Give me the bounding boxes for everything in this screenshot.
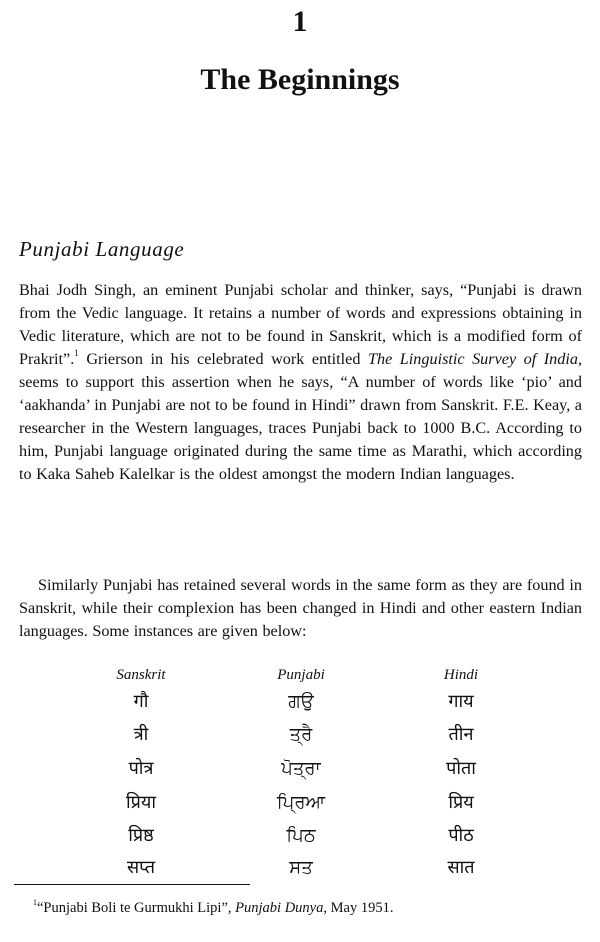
book-title: The Linguistic Survey of India: [367, 350, 578, 368]
footnote-ref-1: 1: [74, 348, 79, 358]
footnote-text-b: , May 1951.: [323, 900, 394, 916]
sanskrit-word: पोत्र: [128, 758, 154, 779]
table-header: [0, 664, 600, 686]
hindi-word: प्रिय: [448, 792, 474, 813]
table-row: [0, 719, 600, 750]
table-row: [0, 753, 600, 784]
hindi-word: पीठ: [448, 825, 474, 846]
hindi-word: तीन: [448, 724, 474, 745]
footnote-marker: 1: [33, 898, 37, 907]
punjabi-word: ਪੋਤ੍ਰਾ: [281, 758, 321, 779]
sanskrit-word: गौ: [133, 691, 149, 712]
footnote-text-a: “Punjabi Boli te Gurmukhi Lipi”,: [37, 900, 236, 916]
header-punjabi: Punjabi: [277, 667, 325, 683]
hindi-word: पोता: [446, 758, 476, 779]
paragraph-1-text-a: Bhai Jodh Singh, an eminent Punjabi scholar and thinker, says, “Punjabi is drawn from the Vedic language. It retains a number of words and expressions obtaining in Vedic literature, which are not to be found in Sanskrit, which is a modified form of Prakrit”.: [19, 281, 582, 368]
paragraph-1: [19, 279, 582, 486]
hindi-word: सात: [447, 857, 475, 878]
footnote-source: Punjabi Dunya: [235, 900, 324, 916]
footnote-divider: [14, 884, 250, 885]
punjabi-word: ਗਉ: [288, 691, 314, 712]
table-row: [0, 787, 600, 818]
footnote: [33, 898, 593, 918]
punjabi-word: ਪਿਠ: [286, 825, 316, 846]
section-heading: Punjabi Language: [19, 237, 185, 261]
sanskrit-word: सप्त: [127, 857, 155, 878]
sanskrit-word: प्रिया: [125, 792, 156, 813]
hindi-word: गाय: [448, 691, 474, 712]
paragraph-1-text-b: Grierson in his celebrated work entitled: [78, 350, 368, 368]
sanskrit-word: त्री: [133, 724, 149, 745]
punjabi-word: ਸਤ: [289, 857, 313, 878]
header-hindi: Hindi: [443, 667, 479, 683]
punjabi-word: ਪ੍ਰਿਆ: [276, 792, 326, 813]
sanskrit-word: प्रिष्ठ: [128, 825, 154, 846]
table-row: [0, 820, 600, 851]
table-row: [0, 852, 600, 883]
chapter-title: The Beginnings: [200, 63, 400, 96]
table-row: [0, 686, 600, 717]
header-sanskrit: Sanskrit: [116, 667, 166, 683]
paragraph-2: Similarly Punjabi has retained several words in the same form as they are found in Sanskrit, while their complexion has been changed in Hindi and other eastern Indian languages. Some instances are given below:: [19, 576, 582, 640]
paragraph-1-text-c: , seems to support this assertion when he says, “A number of words like ‘pio’ and ‘aakhanda’ in Punjabi are not to be found in Hindi” drawn from Sanskrit. F.E. Keay, a researcher in the Western languages, traces Punjabi back to 1000 B.C. According to him, Punjabi language originated during the same time as Marathi, which according to Kaka Saheb Kalelkar is the oldest amongst the modern Indian languages.: [19, 350, 583, 483]
punjabi-word: ਤ੍ਰੈ: [289, 724, 313, 745]
chapter-number: 1: [292, 5, 308, 38]
